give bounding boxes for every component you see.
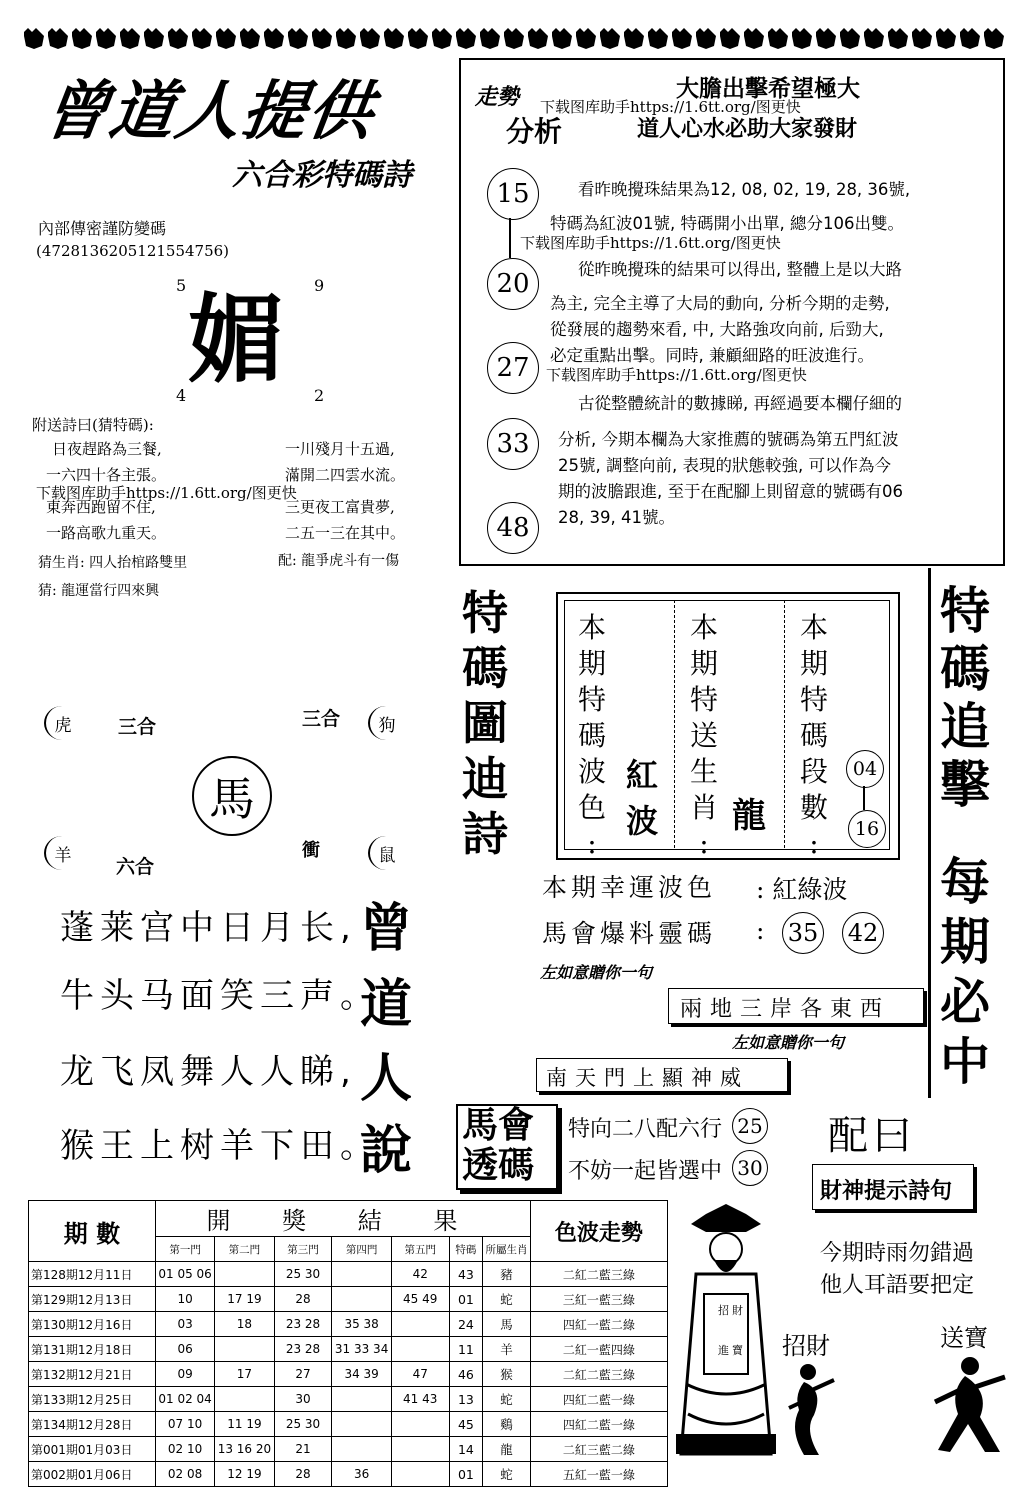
right-char: 期 [940,913,990,971]
poem-line: 滿開二四雲水流。 [285,466,406,484]
mahui-number: 30 [732,1150,768,1186]
table-cell: 第129期12月13日 [29,1287,156,1312]
table-cell: 13 [449,1387,483,1412]
segment-number: 16 [848,810,886,848]
panel-char: 期 [690,647,719,680]
panel-char: 本 [800,611,829,644]
poem-line: 三更夜工富貴夢, [285,498,395,516]
tema-vertical [462,586,508,862]
tema-char: 特 [462,586,508,640]
analysis-number-27: 27 [487,342,539,394]
right-char: 特 [940,582,990,640]
ornament-mark [792,28,812,49]
table-cell [332,1287,391,1312]
ornament-mark [360,28,380,49]
ornament-mark [600,28,620,49]
panel-char: 碼 [578,719,607,752]
panel-value-char: 紅 [626,756,659,794]
table-cell: 第001期01月03日 [29,1437,156,1462]
table-cell [332,1437,391,1462]
ornament-mark [288,28,308,49]
poem-line: 一六四十各主張。 [46,466,167,484]
ornament-mark [24,28,44,49]
table-row [29,1412,668,1437]
ornament-mark [696,28,716,49]
table-cell: 35 38 [332,1312,391,1337]
zeng-says-4: 說 [360,1121,413,1181]
peiri-line-2: 他人耳語要把定 [820,1273,975,1298]
ornament-mark [480,28,500,49]
god-text-char: 財 [732,1304,743,1317]
page-title: 曾道人提供 [38,75,380,149]
panel-divider [674,600,675,848]
table-cell: 28 [274,1287,332,1312]
zeng-says-1: 曾 [360,899,413,959]
panel-char: 送 [690,719,719,752]
analysis-number-20: 20 [487,258,539,310]
right-vertical-2 [940,852,990,1092]
ornament-mark [192,28,212,49]
table-cell: 21 [274,1437,332,1462]
table-cell: 41 43 [391,1387,449,1412]
table-cell: 17 [215,1362,274,1387]
watermark-text: 下载图库助手https://1.6tt.org/图更快 [540,98,801,116]
main-char-tr: 9 [314,276,325,295]
table-cell: 三紅一藍三綠 [530,1287,667,1312]
table-cell: 馬 [483,1312,531,1337]
zeng-says-2: 道 [360,975,413,1035]
ornament-mark [336,28,356,49]
table-cell [215,1262,274,1287]
poem2-line: 龙飞凤舞人人睇, [60,1052,357,1092]
right-divider [928,568,931,1098]
table-cell: 46 [449,1362,483,1387]
table-cell: 四紅一藍二綠 [530,1312,667,1337]
pei-line: 配: 龍爭虎斗有一傷 [278,553,400,569]
main-char-bl: 4 [176,386,187,405]
panel-char: 肖 [690,791,719,824]
ornament-mark [264,28,284,49]
table-cell: 四紅二藍一綠 [530,1387,667,1412]
zodiac-rat: 鼠 [368,836,404,870]
table-cell: 24 [449,1312,483,1337]
right-char: 中 [940,1033,990,1091]
watermark-text: 下载图库助手https://1.6tt.org/图更快 [36,484,297,502]
table-cell: 第002期01月06日 [29,1462,156,1487]
lucky-wave-value: : 紅綠波 [756,875,848,904]
ornament-mark [168,28,188,49]
table-cell: 第130期12月16日 [29,1312,156,1337]
poem2-line: 猴王上树羊下田。 [60,1126,380,1166]
analysis-para: 古從整體統計的數據睇, 再經過要本欄仔細的 [578,394,902,413]
table-cell: 42 [391,1262,449,1287]
analysis-para: 特碼為紅波01號, 特碼開小出單, 總分106出雙。 [550,214,904,233]
panel-char: 色 [578,791,607,824]
zeng-says-3: 人 [360,1049,413,1109]
page-subtitle: 六合彩特碼詩 [232,158,412,193]
table-row [29,1437,668,1462]
table-row [29,1362,668,1387]
ornament-mark [648,28,668,49]
table-cell [391,1437,449,1462]
ornament-mark [120,28,140,49]
table-cell: 第131期12月18日 [29,1337,156,1362]
table-cell: 01 02 04 [155,1387,214,1412]
analysis-para: 從發展的趨勢來看, 中, 大路強攻向前, 后勁大, [550,320,884,339]
analysis-para: 看昨晚攪珠結果為12, 08, 02, 19, 28, 36號, [578,180,911,199]
liuhe-label: 六合 [116,856,155,878]
ornament-mark [432,28,452,49]
table-cell: 五紅一藍一綠 [530,1462,667,1487]
god-text-char: 寶 [732,1344,743,1357]
connector-line [509,218,511,258]
sanhe-label: 三合 [118,716,157,738]
table-cell: 06 [155,1337,214,1362]
table-cell: 43 [449,1262,483,1287]
table-cell: 羊 [483,1337,531,1362]
ornament-mark [744,28,764,49]
ornament-mark [672,28,692,49]
panel-char: 特 [578,683,607,716]
table-cell: 第128期12月11日 [29,1262,156,1287]
ornament-mark [96,28,116,49]
table-cell [215,1387,274,1412]
analysis-label-2: 分析 [506,115,563,148]
table-cell: 12 19 [215,1462,274,1487]
lucky-code-colon: : [756,916,765,945]
poem-line: 一川殘月十五過, [285,440,395,458]
ornament-mark [720,28,740,49]
panel-col-2-value: 龍 [732,796,766,836]
ornament-mark [240,28,260,49]
panel-char: : [809,827,819,860]
gift-text: 兩地三岸各東西 [680,997,891,1022]
table-row [29,1337,668,1362]
analysis-number-33: 33 [487,418,539,470]
ornament-mark [72,28,92,49]
zhaocai-label: 招財 [782,1332,830,1360]
column-header: 第四門 [332,1237,391,1262]
table-row [29,1287,668,1312]
ornament-mark [984,28,1004,49]
poem-line: 二五一三在其中。 [285,524,406,542]
table-cell: 03 [155,1312,214,1337]
table-cell: 02 08 [155,1462,214,1487]
zodiac-tiger: 虎 [44,706,80,740]
table-cell: 28 [274,1462,332,1487]
poem2-line: 牛头马面笑三声。 [60,976,380,1016]
ornament-mark [936,28,956,49]
panel-char: 生 [690,755,719,788]
ornament-mark [384,28,404,49]
mahui-box-line: 透碼 [462,1145,535,1186]
ornament-mark [888,28,908,49]
table-cell: 27 [274,1362,332,1387]
right-char: 擊 [940,756,990,814]
panel-col-3 [800,610,828,862]
songbao-label: 送寶 [940,1324,988,1352]
right-char: 碼 [940,640,990,698]
right-char: 追 [940,698,990,756]
analysis-para: 分析, 今期本欄為大家推薦的號碼為第五門紅波 [558,430,899,449]
tema-char: 迪 [462,751,508,806]
table-cell: 第134期12月28日 [29,1412,156,1437]
panel-char: 本 [690,611,719,644]
mahui-line-1: 特向二八配六行 [568,1117,723,1142]
lucky-code: 35 [782,912,824,954]
zodiac-center-horse: 馬 [192,756,272,836]
table-cell: 鷄 [483,1412,531,1437]
table-cell: 二紅三藍二綠 [530,1437,667,1462]
poem-intro: 附送詩曰(猜特碼): [32,416,154,434]
panel-col-1-value [626,752,658,844]
table-cell: 25 30 [274,1262,332,1287]
right-char: 每 [940,853,990,911]
table-cell: 31 33 34 [332,1337,391,1362]
panel-char: 期 [800,647,829,680]
header-period: 期 數 [29,1201,156,1262]
table-cell: 龍 [483,1437,531,1462]
table-cell: 45 49 [391,1287,449,1312]
panel-char: : [587,827,597,860]
table-cell: 02 10 [155,1437,214,1462]
peiri-line-1: 今期時雨勿錯過 [820,1241,975,1266]
tema-char: 碼 [462,641,508,696]
mahui-line-2: 不妨一起皆選中 [568,1159,723,1184]
gift-label: 左如意贈你一句 [732,1033,845,1052]
table-row [29,1462,668,1487]
ornament-mark [216,28,236,49]
table-cell: 蛇 [483,1462,531,1487]
table-row [29,1312,668,1337]
ornament-mark [408,28,428,49]
panel-char: 特 [690,683,719,716]
right-vertical-1 [940,582,990,814]
table-cell: 36 [332,1462,391,1487]
lucky-wave-label: 本期幸運波色 [542,873,717,902]
table-cell: 蛇 [483,1387,531,1412]
ornament-mark [504,28,524,49]
table-cell: 四紅二藍一綠 [530,1412,667,1437]
analysis-para: 28, 39, 41號。 [558,508,675,527]
table-cell [391,1312,449,1337]
panel-char: 碼 [800,719,829,752]
table-cell: 二紅二藍三綠 [530,1262,667,1287]
ornament-mark [528,28,548,49]
table-cell: 23 28 [274,1337,332,1362]
ornament-mark [960,28,980,49]
sanhe-label: 三合 [302,708,341,730]
analysis-number-15: 15 [487,168,539,220]
caishen-god-illustration [676,1204,776,1464]
mahui-box-line: 馬會 [462,1105,535,1146]
table-cell: 蛇 [483,1287,531,1312]
table-row [29,1387,668,1412]
main-char-tl: 5 [176,276,187,295]
forecast-panel-inner [564,600,890,850]
connector-line [863,786,865,810]
panel-col-2 [690,610,718,862]
table-cell: 二紅二藍三綠 [530,1362,667,1387]
table-cell: 01 [449,1462,483,1487]
table-cell [332,1262,391,1287]
tema-char: 詩 [462,806,508,861]
table-cell: 二紅一藍四綠 [530,1337,667,1362]
zodiac-dog: 狗 [368,706,404,740]
poem2-line: 蓬莱宫中日月长, [60,908,357,948]
ornament-mark [144,28,164,49]
table-cell: 猴 [483,1362,531,1387]
ornament-mark [912,28,932,49]
code-text: (4728136205121554756) [36,242,230,260]
table-cell: 23 28 [274,1312,332,1337]
column-header: 特碼 [449,1237,483,1262]
column-header: 所屬生肖 [483,1237,531,1262]
ornament-mark [576,28,596,49]
panel-char: 段 [800,755,829,788]
ornament-mark [312,28,332,49]
lucky-code: 42 [842,912,884,954]
table-cell: 07 10 [155,1412,214,1437]
table-cell: 09 [155,1362,214,1387]
ornament-mark [552,28,572,49]
table-cell: 45 [449,1412,483,1437]
panel-divider [784,600,785,848]
table-cell: 第133期12月25日 [29,1387,156,1412]
gift-text: 南天門上顯神威 [546,1066,749,1090]
right-char: 必 [940,973,990,1031]
analysis-para: 為主, 完全主導了大局的動向, 分析今期的走勢, [550,294,890,313]
table-cell [391,1462,449,1487]
table-cell: 01 05 06 [155,1262,214,1287]
panel-char: 特 [800,683,829,716]
table-cell [215,1337,274,1362]
panel-char: 波 [578,755,607,788]
analysis-para: 必定重點出擊。同時, 兼顧細路的旺波進行。 [550,346,874,365]
table-cell: 47 [391,1362,449,1387]
table-row [29,1262,668,1287]
table-cell: 第132期12月21日 [29,1362,156,1387]
zodiac-goat: 羊 [44,836,80,870]
main-char: 媚 [188,284,284,396]
gift-label: 左如意贈你一句 [540,963,653,982]
peiri-title: 配曰 [828,1113,916,1159]
table-cell: 豬 [483,1262,531,1287]
results-table [28,1200,668,1487]
table-cell: 11 19 [215,1412,274,1437]
table-cell [391,1412,449,1437]
ornament-mark [48,28,68,49]
ornament-mark [864,28,884,49]
panel-char: 數 [800,791,829,824]
analysis-para: 期的波膽跟進, 至于在配腳上則留意的號碼有06 [558,482,903,501]
main-char-br: 2 [314,386,325,405]
chong-label: 衝 [302,840,320,861]
column-header: 第三門 [274,1237,332,1262]
panel-col-1 [578,610,606,862]
analysis-para: 從昨晚攪珠的結果可以得出, 整體上是以大路 [578,260,902,279]
dancer-figure-icon [784,1360,844,1460]
poem-line: 日夜趕路為三餐, [52,440,162,458]
column-header: 第二門 [215,1237,274,1262]
caishen-label: 財神提示詩句 [820,1179,953,1204]
top-border-ornament [22,28,1012,50]
ornament-mark [840,28,860,49]
mahui-number: 25 [732,1108,768,1144]
table-cell: 17 19 [215,1287,274,1312]
ornament-mark [816,28,836,49]
analysis-label-1: 走勢 [475,85,520,110]
table-cell: 01 [449,1287,483,1312]
ornament-mark [768,28,788,49]
table-cell [391,1337,449,1362]
table-cell: 18 [215,1312,274,1337]
lucky-code-label: 馬會爆料靈碼 [542,919,717,948]
headline-2: 道人心水必助大家發財 [637,117,858,142]
watermark-text: 下载图库助手https://1.6tt.org/图更快 [520,234,781,252]
table-cell: 30 [274,1387,332,1412]
guess-line: 猜: 龍運當行四來興 [38,583,160,599]
table-cell [332,1412,391,1437]
panel-value-char: 波 [626,802,659,840]
ornament-mark [624,28,644,49]
table-cell: 13 16 20 [215,1437,274,1462]
column-header: 第一門 [155,1237,214,1262]
tema-char: 圖 [462,696,508,751]
god-text-char: 招 [718,1304,729,1317]
table-cell: 14 [449,1437,483,1462]
analysis-number-48: 48 [487,502,539,554]
header-trend: 色波走勢 [530,1201,667,1262]
panel-char: 本 [578,611,607,644]
guess-shengxiao: 猜生肖: 四人抬棺路雙里 [38,555,188,571]
internal-label: 內部傳密謹防變碼 [38,219,167,238]
column-header: 第五門 [391,1237,449,1262]
table-cell: 10 [155,1287,214,1312]
analysis-para: 25號, 調整向前, 表現的狀態較強, 可以作為今 [558,456,891,475]
table-cell: 34 39 [332,1362,391,1387]
table-cell: 11 [449,1337,483,1362]
table-cell: 25 30 [274,1412,332,1437]
watermark-text: 下载图库助手https://1.6tt.org/图更快 [546,366,807,384]
ornament-mark [456,28,476,49]
table-cell [332,1387,391,1412]
panel-char: : [699,827,709,860]
dancer-figure-icon [930,1352,1010,1462]
poem-line: 一路高歌九重天。 [46,524,167,542]
panel-char: 期 [578,647,607,680]
headline-1: 大膽出擊希望極大 [676,76,860,102]
god-text-char: 進 [718,1344,729,1357]
segment-number: 04 [846,750,884,788]
poem-line: 東奔西跑留不住, [46,498,156,516]
header-result: 開 獎 結 果 [155,1201,530,1237]
